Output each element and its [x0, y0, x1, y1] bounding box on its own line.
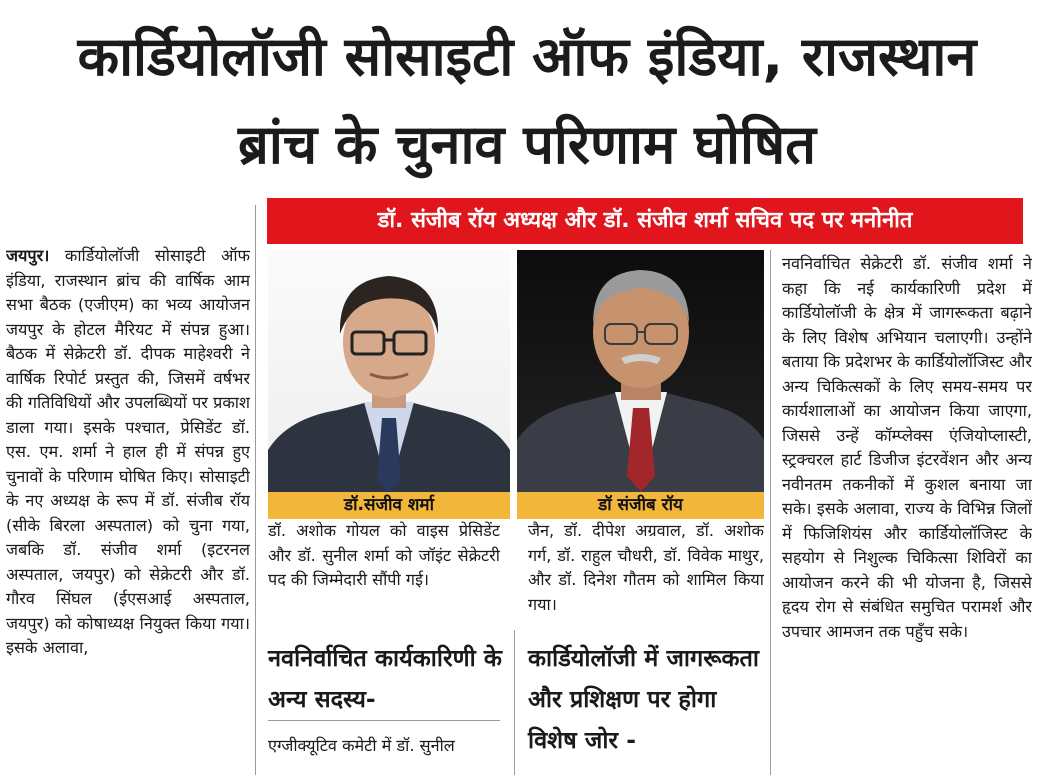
- portrait-illustration: [268, 250, 510, 492]
- article-text: कार्डियोलॉजी सोसाइटी ऑफ इंडिया, राजस्थान ब्रांच की वार्षिक आम सभा बैठक (एजीएम) का भव्य आयोजन जयपुर के होटल मैरियट में संपन्न हुआ। बैठक में सेक्रेटरी डॉ. दीपक माहेश्वरी ने वार्षिक रिपोर्ट प्रस्तुत की, जिसमें वर्षभर की गतिविधियों और उपलब्धियों पर प्रकाश डाला गया। इसके पश्चात, प्रेसिडेंट डॉ. एस. एम. शर्मा ने हाल ही में संपन्न हुए चुनावों के परिणाम घोषित किए। सोसाइटी के नए अध्यक्ष के रूप में डॉ. संजीब रॉय (सीके बिरला अस्पताल) को चुना गया, जबकि डॉ. संजीव शर्मा (इटरनल अस्पताल, जयपुर) को सेक्रेटरी और डॉ. गौरव सिंघल (ईएसआई अस्पताल, जयपुर) को कोषाध्यक्ष नियुक्त किया गया। इसके अलावा,: [6, 246, 250, 657]
- headline-line-1: कार्डियोलॉजी सोसाइटी ऑफ इंडिया, राजस्थान: [77, 25, 977, 88]
- portrait-photo-sanjeev-sharma: [268, 250, 510, 492]
- article-text: डॉ. अशोक गोयल को वाइस प्रेसिडेंट और डॉ. सुनील शर्मा को जॉइंट सेक्रेटरी पद की जिम्मेदारी सौंपी गई।: [268, 521, 500, 589]
- article-column-1: [6, 244, 250, 774]
- section-subheading: कार्डियोलॉजी में जागरूकता और प्रशिक्षण पर होगा विशेष जोर -: [528, 644, 760, 754]
- portrait-illustration: [517, 250, 764, 492]
- article-column-2-continued: [268, 734, 500, 774]
- article-column-3: [528, 519, 764, 619]
- dateline: जयपुर।: [6, 246, 50, 265]
- photo-caption: डॉ.संजीव शर्मा: [268, 492, 510, 519]
- article-text: जैन, डॉ. दीपेश अग्रवाल, डॉ. अशोक गर्ग, डॉ. राहुल चौधरी, डॉ. विवेक माथुर, और डॉ. दिनेश गौतम को शामिल किया गया।: [528, 521, 764, 614]
- article-column-4: [782, 252, 1032, 772]
- column-divider: [514, 630, 515, 775]
- article-text: एग्जीक्यूटिव कमेटी में डॉ. सुनील: [268, 736, 455, 755]
- headline-line-2: ब्रांच के चुनाव परिणाम घोषित: [238, 113, 816, 176]
- column-divider: [770, 250, 771, 775]
- section-divider: [268, 720, 500, 721]
- photo-caption: डॉ संजीब रॉय: [517, 492, 764, 519]
- article-text: नवनिर्वाचित सेक्रेटरी डॉ. संजीव शर्मा ने कहा कि नई कार्यकारिणी प्रदेश में कार्डियोलॉजी के क्षेत्र में जागरूकता बढ़ाने के लिए विशेष अभियान चलाएगी। उन्होंने बताया कि प्रदेशभर के कार्डियोलॉजिस्ट और अन्य चिकित्सकों के लिए समय-समय पर कार्यशालाओं का आयोजन किया जाएगा, जिससे उन्हें कॉम्प्लेक्स एंजियोप्लास्टी, स्ट्रक्चरल हार्ट डिजीज इंटरवेंशन और अन्य नवीनतम तकनीकों में कुशल बनाया जा सके। इसके अलावा, राज्य के विभिन्न जिलों में फिजिशियंस और कार्डियोलॉजिस्ट के सहयोग से निशुल्क चिकित्सा शिविरों का आयोजन करने की भी योजना है, जिससे हृदय रोग से संबंधित समुचित परामर्श और उपचार आमजन तक पहुँच सके।: [782, 254, 1032, 641]
- section-subheading: नवनिर्वाचित कार्यकारिणी के अन्य सदस्य-: [268, 644, 502, 713]
- column-divider: [255, 205, 256, 775]
- portrait-photo-sanjib-roy: [517, 250, 764, 492]
- subheadline-banner: डॉ. संजीब रॉय अध्यक्ष और डॉ. संजीव शर्मा सचिव पद पर मनोनीत: [267, 198, 1023, 244]
- article-column-2: [268, 519, 500, 619]
